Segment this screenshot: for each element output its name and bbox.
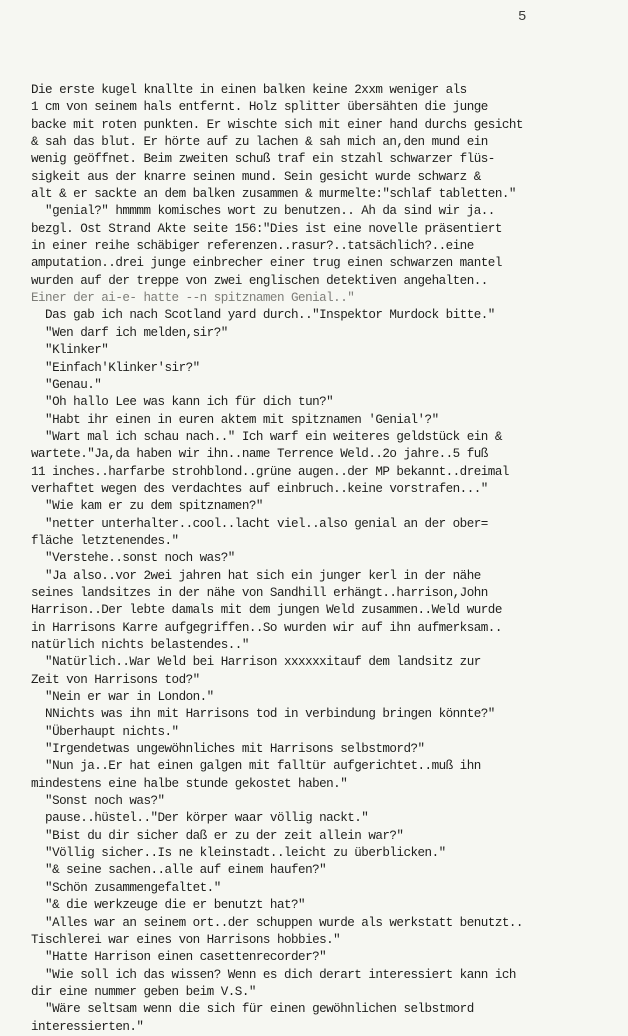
text-line: fläche letztenendes." [31,533,179,548]
text-line: 11 inches..harfarbe strohblond..grüne augen..der MP bekannt..dreimal [31,464,509,479]
text-line: "Wart mal ich schau nach.." Ich warf ein weiteres geldstück ein & [31,429,502,444]
text-line: "Wen darf ich melden,sir?" [31,325,228,340]
text-line: "Nun ja..Er hat einen galgen mit falltür aufgerichtet..muß ihn [31,759,481,774]
text-line: "Überhaupt nichts." [31,724,179,739]
page-number: 5 [518,9,527,25]
text-line: alt & er sackte an dem balken zusammen & murmelte:"schlaf tabletten." [31,187,516,202]
text-line: "netter unterhalter..cool..lacht viel..also genial an der ober= [31,516,488,531]
text-line: wurden auf der treppe von zwei englischen detektiven angehalten.. [31,273,488,288]
text-line: "Nein er war in London." [31,690,214,705]
text-line: "Alles war an seinem ort..der schuppen wurde als werkstatt benutzt.. [31,915,523,930]
text-line: interessierten." [31,1019,144,1034]
text-line: Die erste kugel knallte in einen balken keine 2xxm weniger als [31,83,467,97]
text-line: Das gab ich nach Scotland yard durch.."Inspektor Murdock bitte." [31,308,495,323]
text-line: pause..hüstel.."Der körper waar völlig nackt." [31,811,369,826]
text-line: "genial?" hmmmm komisches wort zu benutzen.. Ah da sind wir ja.. [31,204,495,219]
text-line: "Natürlich..War Weld bei Harrison xxxxxxitauf dem landsitz zur [31,655,481,670]
text-line: "Völlig sicher..Is ne kleinstadt..leicht zu überblicken." [31,846,446,861]
text-line: "Sonst noch was?" [31,794,165,809]
text-line: "& die werkzeuge die er benutzt hat?" [31,898,306,913]
text-line: seines landsitzes in der nähe von Sandhill erhängt..harrison,John [31,585,488,600]
text-line: Tischlerei war eines von Harrisons hobbies." [31,932,341,947]
text-line: "Wäre seltsam wenn die sich für einen gewöhnlichen selbstmord [31,1002,474,1017]
typed-text-body [31,82,623,1036]
text-line: dir eine nummer geben beim V.S." [31,984,256,999]
text-line: mindestens eine halbe stunde gekostet haben." [31,776,348,791]
text-line-faint: Einer der ai-e- hatte --n spitznamen Genial.." [31,291,355,306]
text-line: 1 cm von seinem hals entfernt. Holz splitter übersähten die junge [31,100,488,115]
text-line: "Verstehe..sonst noch was?" [31,551,235,566]
text-line: "Wie kam er zu dem spitznamen?" [31,499,263,514]
text-line: "Ja also..vor 2wei jahren hat sich ein junger kerl in der nähe [31,568,481,583]
text-line: backe mit roten punkten. Er wischte sich mit einer hand durchs gesicht [31,117,523,132]
text-line: natürlich nichts belastendes.." [31,638,249,652]
text-line: "Bist du dir sicher daß er zu der zeit allein war?" [31,828,404,843]
text-line: "& seine sachen..alle auf einem haufen?" [31,863,327,878]
text-line: "Klinker" [31,343,109,358]
text-line: sigkeit aus der knarre seinen mund. Sein gesicht wurde schwarz & [31,169,481,184]
text-line: Zeit von Harrisons tod?" [31,672,200,687]
text-line: "Irgendetwas ungewöhnliches mit Harrisons selbstmord?" [31,742,425,757]
text-line: NNichts was ihn mit Harrisons tod in verbindung bringen könnte?" [31,707,495,722]
text-line: wartete."Ja,da haben wir ihn..name Terrence Weld..2o jahre..5 fuß [31,447,488,462]
text-line: in Harrisons Karre aufgegriffen..So wurden wir auf ihn aufmerksam.. [31,620,502,635]
text-line: verhaftet wegen des verdachtes auf einbruch..keine vorstrafen..." [31,481,488,496]
text-line: & sah das blut. Er hörte auf zu lachen & sah mich an,den mund ein [31,135,488,150]
text-line: "Genau." [31,377,102,392]
text-line: "Oh hallo Lee was kann ich für dich tun?" [31,395,334,410]
text-line: "Wie soll ich das wissen? Wenn es dich derart interessiert kann ich [31,967,516,982]
text-line: "Habt ihr einen in euren aktem mit spitznamen 'Genial'?" [31,412,439,427]
text-line: "Schön zusammengefaltet." [31,880,221,895]
text-line: bezgl. Ost Strand Akte seite 156:"Dies ist eine novelle präsentiert [31,221,502,236]
text-line: "Einfach'Klinker'sir?" [31,360,200,375]
text-line: amputation..drei junge einbrecher einer trug einen schwarzen mantel [31,256,502,271]
text-line: "Hatte Harrison einen casettenrecorder?" [31,950,327,965]
text-line: in einer reihe schäbiger referenzen..rasur?..tatsächlich?..eine [31,239,474,254]
text-line: wenig geöffnet. Beim zweiten schuß traf ein stzahl schwarzer flüs- [31,152,495,167]
text-line: Harrison..Der lebte damals mit dem jungen Weld zusammen..Weld wurde [31,603,502,618]
